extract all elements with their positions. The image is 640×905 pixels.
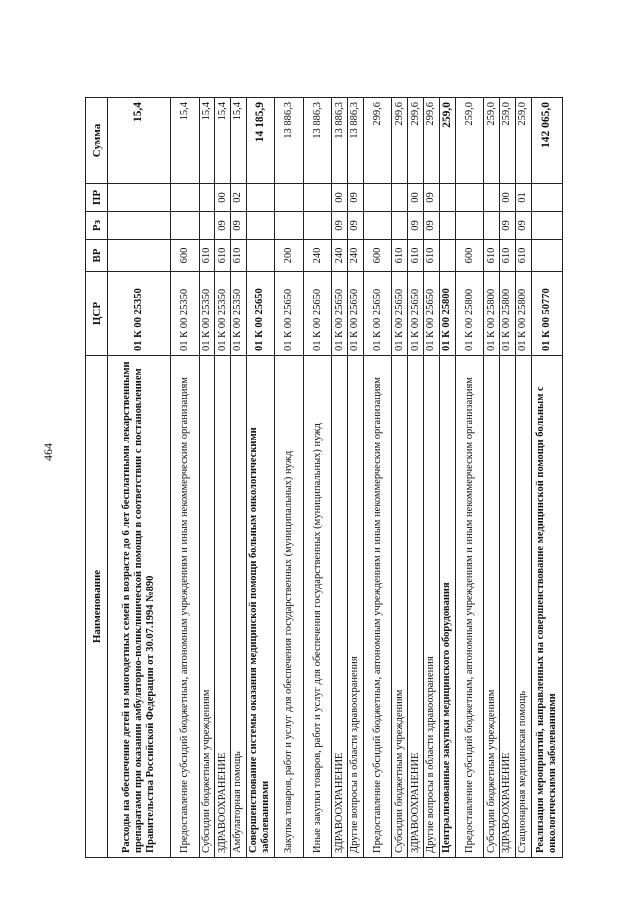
cell-pr — [246, 184, 275, 212]
cell-sum: 259,0 — [484, 98, 500, 184]
cell-name: ЗДРАВООХРАНЕНИЕ — [332, 356, 348, 858]
cell-pr — [484, 184, 500, 212]
page-number: 464 — [41, 443, 55, 461]
cell-vr: 610 — [215, 240, 231, 272]
cell-csr: 01 К 00 25650 — [423, 272, 439, 356]
table-row — [170, 98, 199, 858]
table-row — [332, 98, 348, 858]
cell-name: Предоставление субсидий бюджетным, автономным учреждениям и иным некоммерческим организациям — [455, 356, 484, 858]
cell-name: ЗДРАВООХРАНЕНИЕ — [408, 356, 424, 858]
cell-rz — [484, 212, 500, 240]
table-row — [246, 98, 275, 858]
cell-csr: 01 К 00 25650 — [392, 272, 408, 356]
cell-vr: 610 — [230, 240, 246, 272]
cell-sum: 299,6 — [392, 98, 408, 184]
cell-pr: 01 — [515, 184, 531, 212]
table-row — [515, 98, 531, 858]
cell-sum: 15,4 — [199, 98, 215, 184]
cell-vr: 600 — [170, 240, 199, 272]
cell-vr: 610 — [199, 240, 215, 272]
cell-vr: 240 — [303, 240, 332, 272]
cell-sum: 13 886,3 — [348, 98, 364, 184]
cell-pr: 00 — [215, 184, 231, 212]
cell-pr: 09 — [423, 184, 439, 212]
cell-rz — [246, 212, 275, 240]
rotated-table-container — [85, 98, 558, 858]
cell-pr — [455, 184, 484, 212]
cell-name: Закупка товаров, работ и услуг для обеспечения государственных (муниципальных) нужд — [275, 356, 304, 858]
cell-sum: 13 886,3 — [275, 98, 304, 184]
cell-name: Расходы на обеспечение детей из многодетных семей в возрасте до 6 лет бесплатными лекарственными препаратами при оказании амбулаторно-поликлинической помощи в соответствии с постановлением Правительства Российской Федерации от 30.07.1994 №890 — [108, 356, 171, 858]
cell-rz — [303, 212, 332, 240]
cell-rz — [439, 212, 455, 240]
table-row — [230, 98, 246, 858]
cell-sum: 299,6 — [423, 98, 439, 184]
cell-sum: 15,4 — [230, 98, 246, 184]
cell-csr: 01 К 00 25650 — [363, 272, 392, 356]
cell-rz: 09 — [500, 212, 516, 240]
cell-vr — [246, 240, 275, 272]
cell-pr — [275, 184, 304, 212]
cell-csr: 01 К 00 25650 — [275, 272, 304, 356]
table-row — [439, 98, 455, 858]
cell-vr: 610 — [408, 240, 424, 272]
table-row — [363, 98, 392, 858]
cell-sum: 259,0 — [515, 98, 531, 184]
cell-pr — [439, 184, 455, 212]
cell-rz — [170, 212, 199, 240]
cell-name: Иные закупки товаров, работ и услуг для обеспечения государственных (муниципальных) нужд — [303, 356, 332, 858]
cell-rz — [199, 212, 215, 240]
cell-sum: 15,4 — [215, 98, 231, 184]
cell-csr: 01 К 00 25800 — [455, 272, 484, 356]
cell-sum: 259,0 — [439, 98, 455, 184]
cell-vr: 240 — [348, 240, 364, 272]
table-row — [108, 98, 171, 858]
header-rz: Рз — [86, 212, 108, 240]
header-sum: Сумма — [86, 98, 108, 184]
cell-name: Реализация мероприятий, направленных на совершенствование медицинской помощи больным с онкологическими заболеваниями — [531, 356, 562, 858]
cell-csr: 01 К 00 25650 — [303, 272, 332, 356]
table-header-row — [86, 98, 108, 858]
cell-rz: 09 — [332, 212, 348, 240]
cell-rz: 09 — [230, 212, 246, 240]
header-name: Наименование — [86, 356, 108, 858]
budget-table-sheet — [85, 98, 558, 858]
cell-pr: 09 — [348, 184, 364, 212]
cell-rz: 09 — [348, 212, 364, 240]
cell-pr — [170, 184, 199, 212]
cell-vr: 200 — [275, 240, 304, 272]
table-row — [348, 98, 364, 858]
cell-vr — [531, 240, 562, 272]
cell-sum: 13 886,3 — [303, 98, 332, 184]
cell-vr — [439, 240, 455, 272]
cell-vr: 610 — [484, 240, 500, 272]
cell-rz — [108, 212, 171, 240]
cell-rz: 09 — [215, 212, 231, 240]
table-row — [500, 98, 516, 858]
table-row — [484, 98, 500, 858]
cell-name: Предоставление субсидий бюджетным, автономным учреждениям и иным некоммерческим организациям — [363, 356, 392, 858]
cell-vr: 610 — [515, 240, 531, 272]
cell-rz: 09 — [515, 212, 531, 240]
cell-name: Другие вопросы в области здравоохранения — [348, 356, 364, 858]
header-csr: ЦСР — [86, 272, 108, 356]
table-row — [275, 98, 304, 858]
header-vr: ВР — [86, 240, 108, 272]
cell-csr: 01 К 00 25650 — [246, 272, 275, 356]
header-pr: ПР — [86, 184, 108, 212]
cell-pr — [303, 184, 332, 212]
cell-name: ЗДРАВООХРАНЕНИЕ — [500, 356, 516, 858]
cell-csr: 01 К 00 50770 — [531, 272, 562, 356]
cell-csr: 01 К 00 25650 — [332, 272, 348, 356]
cell-pr — [531, 184, 562, 212]
cell-sum: 14 185,9 — [246, 98, 275, 184]
cell-vr: 600 — [455, 240, 484, 272]
cell-csr: 01 К 00 25350 — [230, 272, 246, 356]
cell-csr: 01 К 00 25350 — [108, 272, 171, 356]
cell-csr: 01 К 00 25800 — [484, 272, 500, 356]
table-row — [455, 98, 484, 858]
table-row — [199, 98, 215, 858]
cell-name: Централизованные закупки медицинского оборудования — [439, 356, 455, 858]
cell-csr: 01 К 00 25800 — [515, 272, 531, 356]
cell-pr: 00 — [332, 184, 348, 212]
cell-sum: 15,4 — [170, 98, 199, 184]
cell-name: Предоставление субсидий бюджетным, автономным учреждениям и иным некоммерческим организациям — [170, 356, 199, 858]
cell-pr: 00 — [500, 184, 516, 212]
cell-rz: 09 — [423, 212, 439, 240]
cell-csr: 01 К 00 25350 — [215, 272, 231, 356]
table-row — [303, 98, 332, 858]
cell-vr: 610 — [500, 240, 516, 272]
table-body — [108, 98, 563, 858]
cell-rz — [455, 212, 484, 240]
cell-rz: 09 — [408, 212, 424, 240]
cell-rz — [392, 212, 408, 240]
cell-pr: 02 — [230, 184, 246, 212]
table-row — [215, 98, 231, 858]
cell-vr: 240 — [332, 240, 348, 272]
cell-csr: 01 К 00 25350 — [170, 272, 199, 356]
cell-rz — [531, 212, 562, 240]
cell-csr: 01 К 00 25350 — [199, 272, 215, 356]
cell-name: Другие вопросы в области здравоохранения — [423, 356, 439, 858]
cell-csr: 01 К 00 25650 — [348, 272, 364, 356]
cell-name: Стационарная медицинская помощь — [515, 356, 531, 858]
cell-sum: 259,0 — [455, 98, 484, 184]
cell-pr — [392, 184, 408, 212]
cell-name: Субсидии бюджетным учреждениям — [484, 356, 500, 858]
table-row — [423, 98, 439, 858]
table-row — [531, 98, 562, 858]
cell-sum: 299,6 — [408, 98, 424, 184]
cell-csr: 01 К 00 25800 — [500, 272, 516, 356]
cell-pr — [108, 184, 171, 212]
cell-name: Совершенствование системы оказания медицинской помощи больным онкологическими заболеваниями — [246, 356, 275, 858]
cell-rz — [275, 212, 304, 240]
table-row — [392, 98, 408, 858]
cell-sum: 13 886,3 — [332, 98, 348, 184]
table-row — [408, 98, 424, 858]
cell-name: Амбулаторная помощь — [230, 356, 246, 858]
cell-csr: 01 К 00 25650 — [408, 272, 424, 356]
cell-vr: 610 — [392, 240, 408, 272]
cell-vr: 610 — [423, 240, 439, 272]
cell-csr: 01 К 00 25800 — [439, 272, 455, 356]
cell-pr: 00 — [408, 184, 424, 212]
cell-sum: 15,4 — [108, 98, 171, 184]
cell-sum: 259,0 — [500, 98, 516, 184]
cell-rz — [363, 212, 392, 240]
cell-vr — [108, 240, 171, 272]
cell-sum: 299,6 — [363, 98, 392, 184]
cell-name: ЗДРАВООХРАНЕНИЕ — [215, 356, 231, 858]
cell-name: Субсидии бюджетным учреждениям — [392, 356, 408, 858]
cell-pr — [363, 184, 392, 212]
cell-pr — [199, 184, 215, 212]
cell-name: Субсидии бюджетным учреждениям — [199, 356, 215, 858]
budget-table — [85, 97, 563, 858]
cell-vr: 600 — [363, 240, 392, 272]
cell-sum: 142 065,0 — [531, 98, 562, 184]
